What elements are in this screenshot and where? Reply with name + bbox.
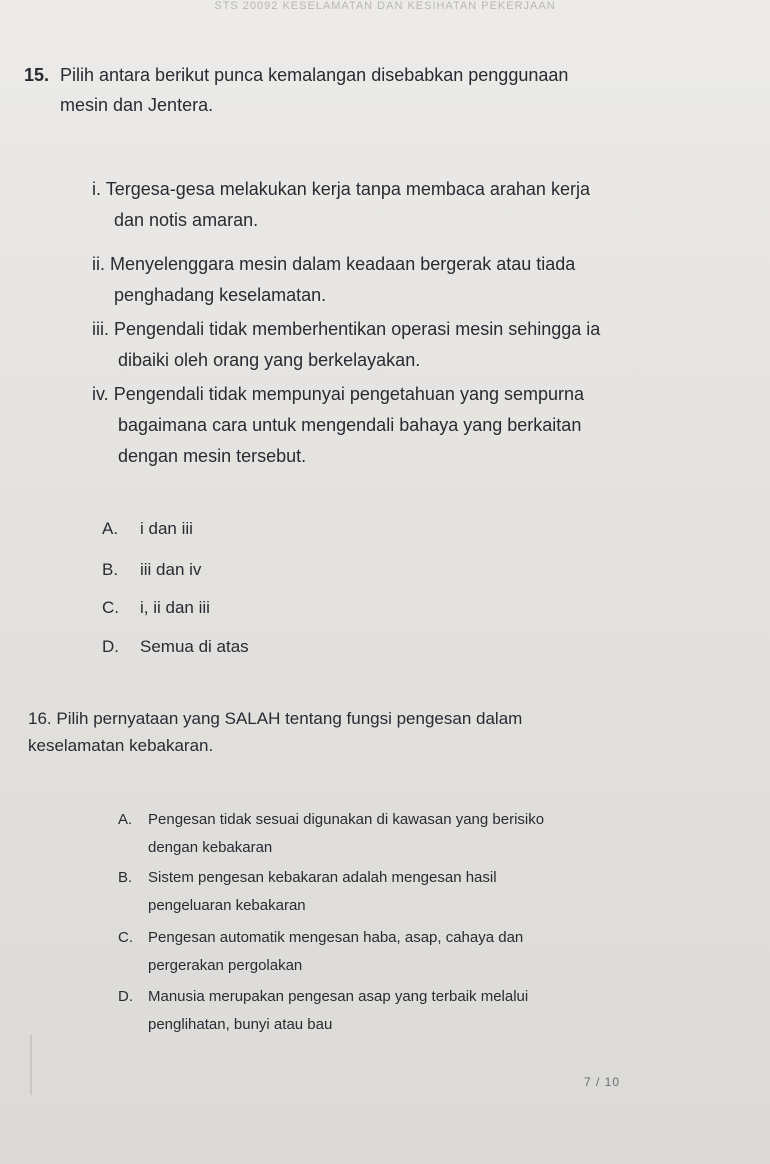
option-line1: Pengesan automatik mengesan haba, asap, cahaya dan	[148, 929, 524, 946]
option-text: iii dan iv	[140, 560, 202, 579]
option-letter: B.	[102, 560, 119, 579]
option-text: i, ii dan iii	[140, 598, 210, 617]
question-16-stem: Pilih pernyataan yang SALAH tentang fungsi pengesan dalam	[56, 709, 523, 728]
statement-text: Tergesa-gesa melakukan kerja tanpa membaca arahan kerja	[105, 179, 590, 199]
statement-iv	[92, 379, 742, 472]
question-16-number: 16.	[28, 709, 52, 728]
statement-label: ii.	[92, 254, 105, 274]
option-letter: A.	[118, 811, 133, 828]
option-letter: B.	[118, 869, 133, 886]
question-16-text	[28, 705, 748, 759]
option-letter: A.	[102, 519, 119, 538]
q16-option-a[interactable]	[118, 806, 718, 862]
question-16-text-line2: keselamatan kebakaran.	[28, 736, 214, 755]
statement-ii-line2: penghadang keselamatan.	[114, 285, 327, 305]
q16-option-d[interactable]	[118, 983, 718, 1039]
statement-label: i.	[92, 179, 101, 199]
option-line2: dengan kebakaran	[148, 839, 273, 856]
option-line2: pengeluaran kebakaran	[148, 897, 306, 914]
statement-i-line2: dan notis amaran.	[114, 210, 259, 230]
option-text: Semua di atas	[140, 637, 249, 656]
statement-label: iv.	[92, 384, 109, 404]
statement-i-line1	[92, 174, 732, 205]
question-15-number: 15.	[24, 65, 50, 85]
q15-option-b[interactable]	[102, 560, 201, 580]
page-header: STS 20092 KESELAMATAN DAN KESIHATAN PEKERJAAN	[214, 0, 556, 12]
statement-iv-line2: bagaimana cara untuk mengendali bahaya yang berkaitan	[118, 415, 582, 435]
statement-iii-line2: dibaiki oleh orang yang berkelayakan.	[118, 350, 421, 370]
option-line2: pergerakan pergolakan	[148, 957, 303, 974]
q16-option-b[interactable]	[118, 864, 718, 920]
question-15-text-line2: mesin dan Jentera.	[60, 95, 214, 115]
statement-iii	[92, 314, 742, 376]
option-letter: C.	[102, 598, 119, 617]
option-line2: penglihatan, bunyi atau bau	[148, 1016, 333, 1033]
margin-line	[30, 1035, 32, 1095]
question-16-text-line1	[28, 705, 748, 732]
statement-iv-line1	[92, 379, 742, 410]
q15-option-c[interactable]	[102, 598, 210, 618]
question-15-text	[60, 60, 750, 120]
statement-ii-line1	[92, 249, 732, 280]
q16-option-c[interactable]	[118, 924, 718, 980]
q15-option-a[interactable]	[102, 519, 193, 539]
option-line1: Sistem pengesan kebakaran adalah mengesan hasil	[148, 869, 497, 886]
option-line1: Manusia merupakan pengesan asap yang terbaik melalui	[148, 988, 529, 1005]
statement-iii-line1	[92, 314, 742, 345]
statement-text: Menyelenggara mesin dalam keadaan bergerak atau tiada	[110, 254, 576, 274]
statement-i	[92, 174, 732, 236]
question-15-text-line1: Pilih antara berikut punca kemalangan disebabkan penggunaan	[60, 65, 569, 85]
statement-text: Pengendali tidak mempunyai pengetahuan yang sempurna	[113, 384, 585, 404]
statement-text: Pengendali tidak memberhentikan operasi mesin sehingga ia	[114, 319, 601, 339]
statement-ii	[92, 249, 732, 311]
q15-option-d[interactable]	[102, 637, 249, 657]
option-line1: Pengesan tidak sesuai digunakan di kawasan yang berisiko	[148, 811, 545, 828]
page-number: 7 / 10	[584, 1075, 621, 1089]
option-letter: D.	[118, 988, 133, 1005]
statement-label: iii.	[92, 319, 109, 339]
statement-iv-line3: dengan mesin tersebut.	[118, 446, 307, 466]
option-letter: D.	[102, 637, 119, 656]
option-letter: C.	[118, 929, 133, 946]
option-text: i dan iii	[140, 519, 193, 538]
